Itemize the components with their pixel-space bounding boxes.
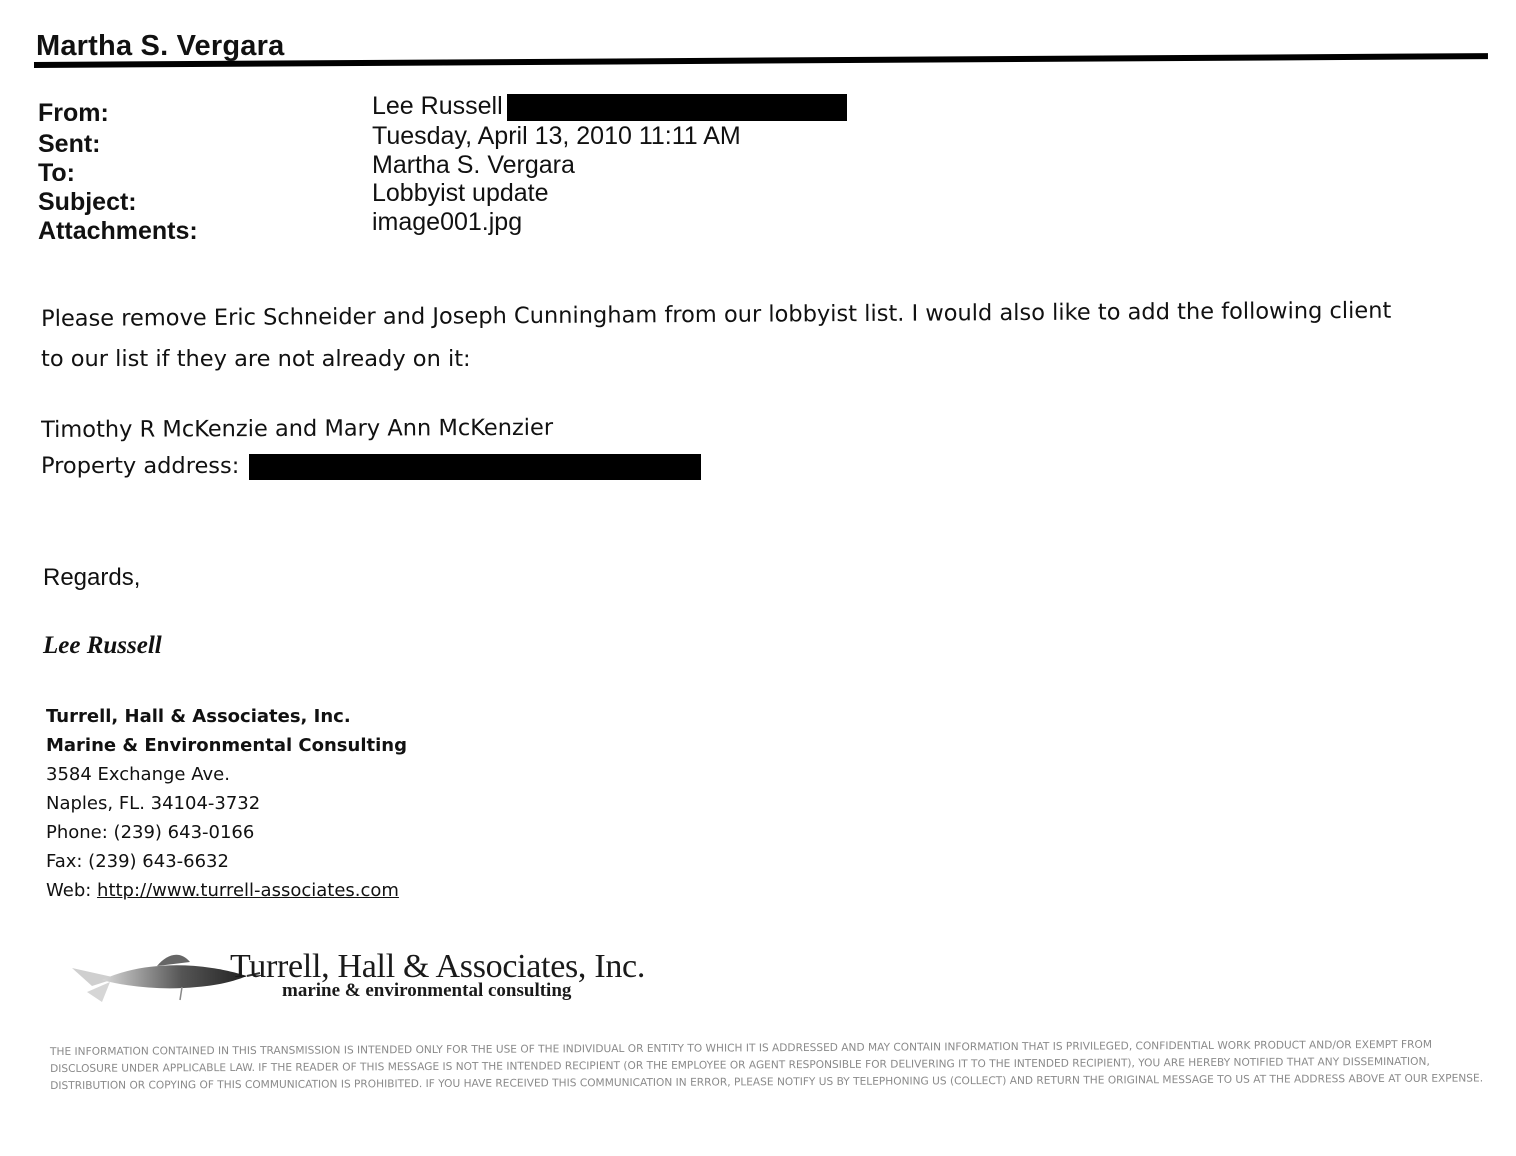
- company-name: Turrell, Hall & Associates, Inc.: [46, 706, 351, 727]
- address-line-2: Naples, FL. 34104-3732: [46, 793, 261, 814]
- website-line: [46, 876, 407, 905]
- property-address-label: Property address:: [41, 453, 240, 479]
- redaction-box: [507, 94, 847, 121]
- closing-text: Regards,: [43, 564, 141, 591]
- to-value: Martha S. Vergara: [372, 151, 575, 179]
- client-names: Timothy R McKenzie and Mary Ann McKenzier: [41, 414, 554, 443]
- from-name: Lee Russell: [372, 92, 503, 120]
- from-label: From:: [38, 99, 109, 127]
- sent-label: Sent:: [38, 130, 101, 158]
- property-address-line: [41, 453, 701, 480]
- signature-block: [46, 702, 407, 905]
- website-label: Web:: [46, 880, 98, 901]
- from-value: [372, 91, 847, 121]
- website-link[interactable]: http://www.turrell-associates.com: [97, 880, 399, 901]
- page-title: Martha S. Vergara: [36, 30, 285, 62]
- message-paragraph-line1: Please remove Eric Schneider and Joseph Cunningham from our lobbyist list. I would also like to add the following client: [41, 297, 1392, 332]
- subject-label: Subject:: [38, 188, 137, 216]
- redaction-box: [249, 454, 701, 480]
- logo-tagline: marine & environmental consulting: [282, 980, 572, 1001]
- attachments-label: Attachments:: [38, 217, 198, 245]
- company-logo: [62, 940, 712, 1020]
- address-line-1: 3584 Exchange Ave.: [46, 764, 230, 785]
- logo-company-name: Turrell, Hall & Associates, Inc.: [230, 948, 646, 985]
- signature-name: Lee Russell: [43, 632, 162, 659]
- company-tagline: Marine & Environmental Consulting: [46, 735, 407, 756]
- to-label: To:: [38, 159, 76, 187]
- legal-disclaimer: THE INFORMATION CONTAINED IN THIS TRANSMISSION IS INTENDED ONLY FOR THE USE OF THE INDIVIDUAL OR ENTITY TO WHICH IT IS ADDRESSED AND MAY CONTAIN INFORMATION THAT IS PRIVILEGED, CONFIDENTIAL WORK PRODUCT AND/OR EXEMPT FROM DISCLOSURE UNDER APPLICABLE LAW. IF THE READER OF THIS MESSAGE IS NOT THE INTENDED RECIPIENT (OR THE EMPLOYEE OR AGENT RESPONSIBLE FOR DELIVERING IT TO THE INTENDED RECIPIENT), YOU ARE HEREBY NOTIFIED THAT ANY DISSEMINATION, DISTRIBUTION OR COPYING OF THIS COMMUNICATION IS PROHIBITED. IF YOU HAVE RECEIVED THIS COMMUNICATION IN ERROR, PLEASE NOTIFY US BY TELEPHONING US (COLLECT) AND RETURN THE ORIGINAL MESSAGE TO US AT THE ADDRESS ABOVE AT OUR EXPENSE.: [50, 1038, 1484, 1092]
- message-paragraph-line2: to our list if they are not already on it:: [41, 346, 471, 372]
- phone-number: Phone: (239) 643-0166: [46, 822, 255, 843]
- subject-value: Lobbyist update: [372, 179, 549, 207]
- fax-number: Fax: (239) 643-6632: [46, 851, 229, 872]
- attachment-file[interactable]: image001.jpg: [372, 208, 523, 236]
- sent-value: Tuesday, April 13, 2010 11:11 AM: [372, 122, 741, 150]
